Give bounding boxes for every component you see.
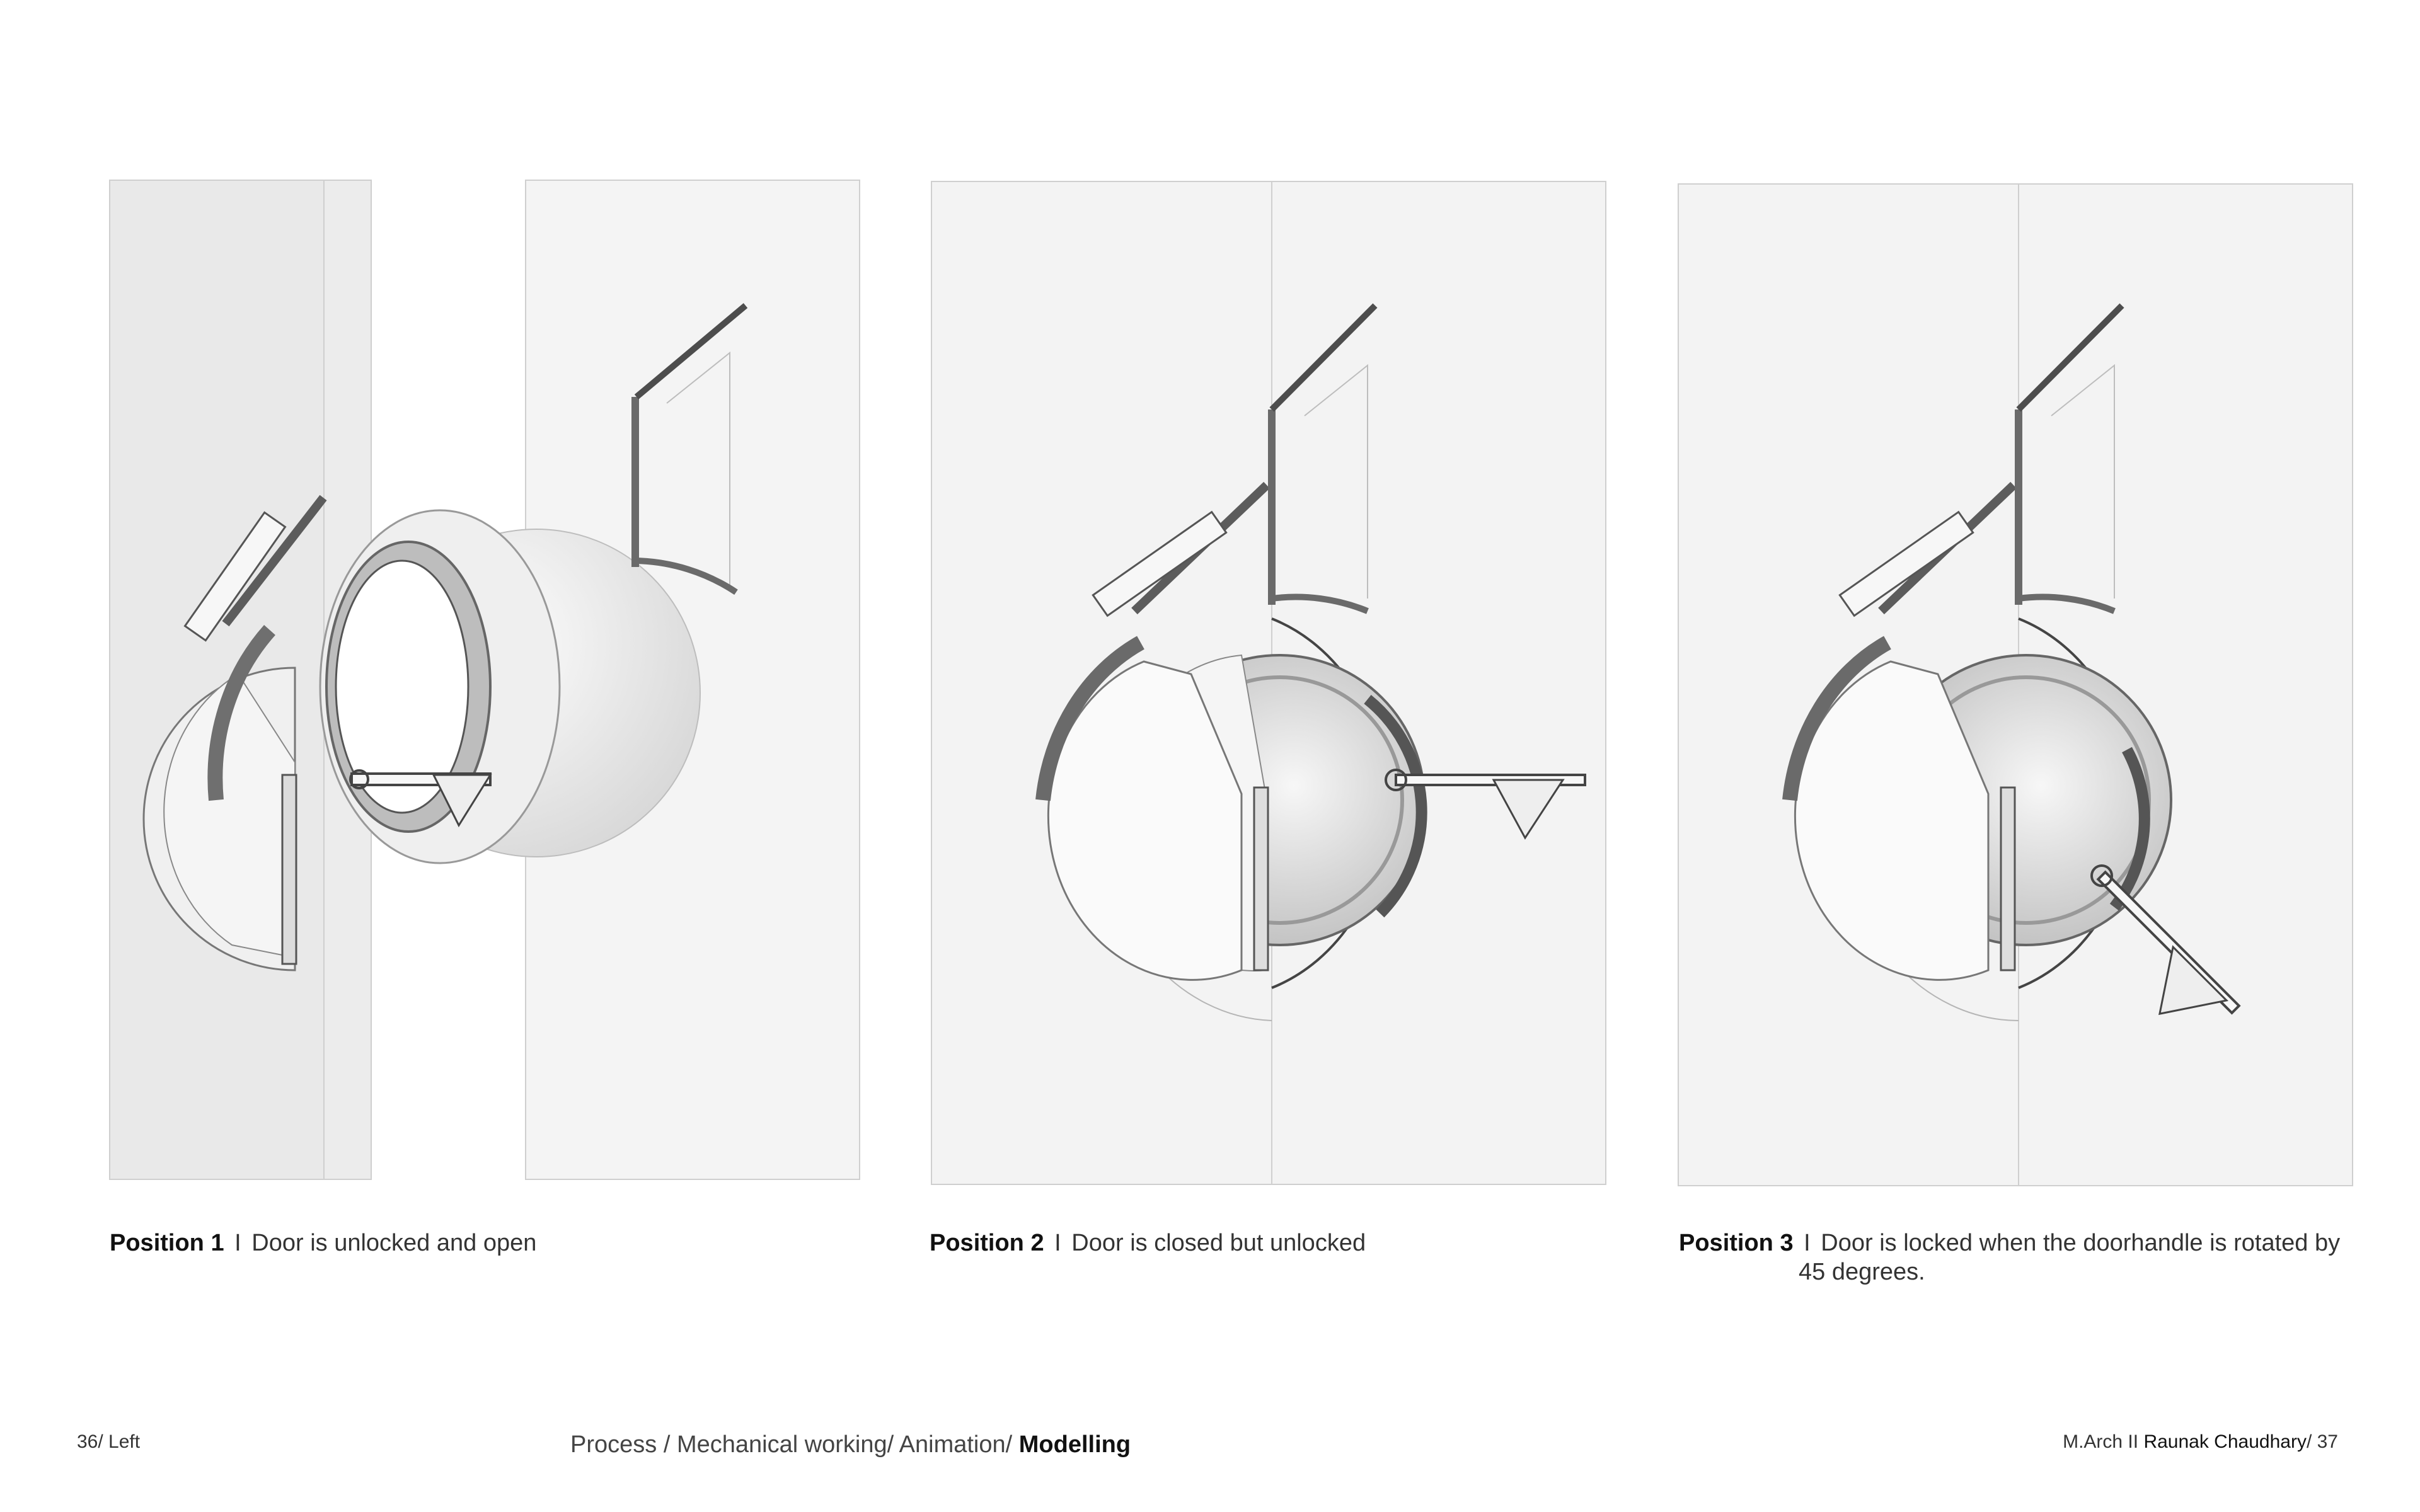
door-mechanism-drawing-closed xyxy=(926,170,1607,1191)
breadcrumb-current: Modelling xyxy=(1018,1431,1131,1458)
caption-separator: I xyxy=(1054,1230,1061,1256)
breadcrumb xyxy=(570,1431,1131,1458)
figure-position-3 xyxy=(1673,170,2354,1191)
door-mechanism-drawing-locked xyxy=(1673,170,2354,1191)
caption-position-1 xyxy=(110,1228,803,1257)
page-footer-right xyxy=(2063,1431,2338,1453)
caption-title: Position 3 xyxy=(1679,1230,1794,1256)
caption-title: Position 1 xyxy=(110,1230,224,1256)
page-number-right: / 37 xyxy=(2306,1431,2338,1452)
caption-title: Position 2 xyxy=(930,1230,1044,1256)
course-label: M.Arch II xyxy=(2063,1431,2144,1452)
door-mechanism-drawing-open xyxy=(106,170,862,1184)
breadcrumb-path: Process / Mechanical working/ Animation/ xyxy=(570,1431,1019,1458)
caption-separator: I xyxy=(234,1230,241,1256)
page-number-left: 36/ Left xyxy=(77,1431,141,1452)
caption-text: Door is unlocked and open xyxy=(251,1230,537,1256)
caption-text-continuation: 45 degrees. xyxy=(1799,1259,1925,1285)
figure-position-2 xyxy=(926,170,1607,1191)
caption-position-3 xyxy=(1679,1228,2360,1286)
caption-text: Door is closed but unlocked xyxy=(1071,1230,1366,1256)
caption-separator: I xyxy=(1804,1230,1811,1256)
caption-position-2 xyxy=(930,1228,1623,1257)
author-name: Raunak Chaudhary xyxy=(2143,1431,2307,1452)
caption-text: Door is locked when the doorhandle is rotated by xyxy=(1821,1230,2341,1256)
figure-position-1 xyxy=(106,170,862,1184)
